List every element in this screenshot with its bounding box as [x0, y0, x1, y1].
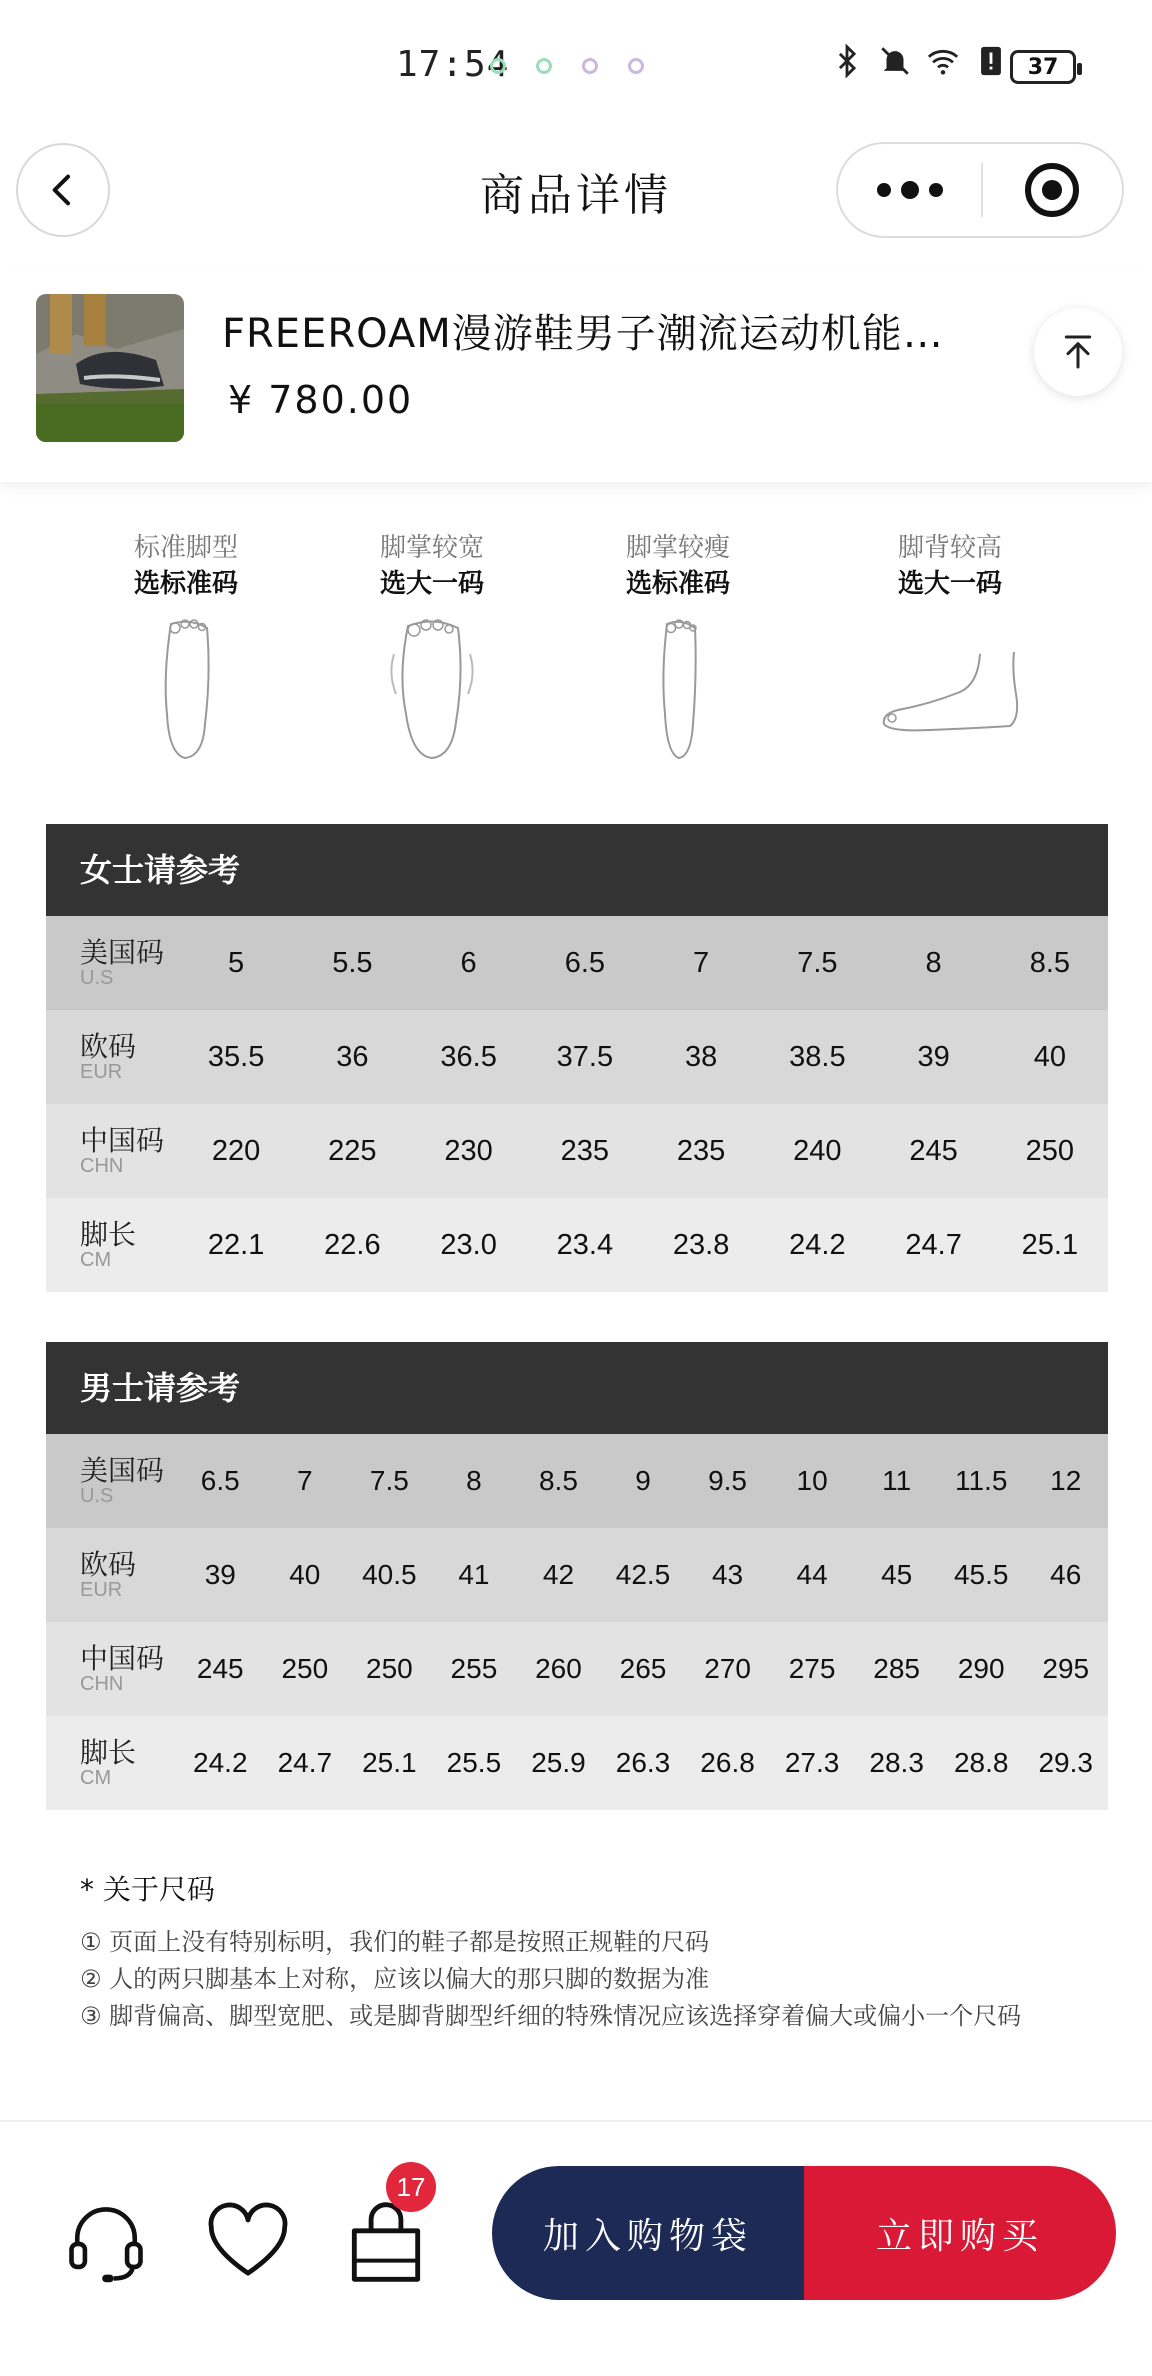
size-cell: 24.7 [905, 1228, 962, 1261]
system-icons [830, 44, 1008, 78]
size-cell: 275 [788, 1653, 836, 1684]
size-cell: 10 [796, 1465, 828, 1496]
size-cell: 25.1 [362, 1747, 417, 1778]
size-cell: 28.8 [953, 1747, 1009, 1778]
size-cell: 290 [957, 1653, 1005, 1684]
size-cell: 260 [535, 1653, 582, 1684]
size-cell: 230 [444, 1134, 493, 1167]
size-cell: 245 [196, 1653, 244, 1684]
size-row [46, 1198, 1108, 1292]
row-label-cn: 美国码 [80, 1454, 165, 1487]
size-cell: 7.5 [369, 1465, 409, 1496]
size-cell: 38.5 [789, 1040, 846, 1073]
arrow-up-to-top-icon [1058, 332, 1098, 372]
foot-type-standard [76, 530, 296, 764]
row-label [46, 1644, 178, 1694]
status-time: 17:54 [396, 44, 510, 85]
product-thumbnail [36, 294, 184, 442]
row-label-en: CM [80, 1249, 112, 1271]
size-notes [80, 1868, 1120, 2035]
size-cell: 270 [704, 1653, 751, 1684]
size-cell: 11.5 [954, 1465, 1008, 1496]
size-row [46, 1010, 1108, 1104]
row-label [46, 1032, 178, 1082]
size-cell: 41 [458, 1559, 490, 1590]
row-label-en: U.S [80, 1485, 114, 1507]
foot-type-wide [322, 530, 542, 764]
size-cell: 8 [925, 946, 942, 979]
size-cell: 42.5 [615, 1559, 671, 1590]
size-cell: 9.5 [708, 1465, 748, 1496]
row-label [46, 1220, 178, 1270]
foot-type-high-instep [840, 530, 1060, 764]
size-cell: 36 [336, 1040, 369, 1073]
size-cell: 265 [619, 1653, 667, 1684]
page-title: 商品详情 [480, 170, 672, 221]
size-cell: 250 [366, 1653, 413, 1684]
back-to-top-button[interactable] [1034, 308, 1122, 396]
wifi-icon [926, 44, 960, 78]
favorite-button[interactable] [198, 2192, 298, 2292]
size-row [46, 916, 1108, 1010]
size-cell: 27.3 [784, 1747, 840, 1778]
size-row [46, 1622, 1108, 1716]
size-cell: 40 [289, 1559, 321, 1590]
bottom-action-bar [0, 2122, 1152, 2376]
size-cell: 28.3 [869, 1747, 924, 1778]
size-cell: 44 [796, 1559, 828, 1590]
high-instep-foot-icon [870, 614, 1030, 764]
women-size-table [46, 824, 1108, 1292]
app-notification-icon [582, 58, 598, 74]
row-label [46, 938, 178, 988]
foot-type-guide [0, 530, 1152, 780]
size-row [46, 1716, 1108, 1810]
row-label-cn: 欧码 [80, 1030, 137, 1063]
narrow-foot-icon [633, 614, 723, 764]
size-cell: 23.0 [440, 1228, 497, 1261]
row-label-cn: 中国码 [80, 1642, 165, 1675]
row-label-cn: 美国码 [80, 936, 165, 969]
size-cell: 24.7 [277, 1747, 333, 1778]
size-cell: 23.8 [672, 1228, 730, 1261]
size-cell: 46 [1050, 1559, 1082, 1590]
alert-icon [974, 44, 1008, 78]
product-price: ¥ 780.00 [228, 378, 414, 422]
app-notification-icon [628, 58, 644, 74]
size-cell: 220 [211, 1134, 261, 1167]
product-name: FREEROAM漫游鞋男子潮流运动机能… [222, 311, 944, 357]
more-dot-icon [877, 183, 891, 197]
size-cell: 250 [281, 1653, 329, 1684]
add-to-cart-button[interactable]: 加入购物袋 [492, 2166, 804, 2300]
size-cell: 22.6 [324, 1228, 381, 1261]
size-cell: 45.5 [953, 1559, 1009, 1590]
row-label [46, 1126, 178, 1176]
app-notification-icon [536, 58, 552, 74]
row-label [46, 1738, 178, 1788]
size-cell: 12 [1050, 1465, 1082, 1496]
customer-service-button[interactable] [56, 2192, 156, 2292]
row-label-cn: 欧码 [80, 1548, 137, 1581]
close-button[interactable] [983, 142, 1122, 238]
size-cell: 25.1 [1021, 1228, 1079, 1261]
product-summary[interactable] [0, 270, 1152, 482]
size-cell: 7 [297, 1465, 313, 1496]
size-cell: 24.2 [789, 1228, 846, 1261]
size-cell: 250 [1025, 1134, 1075, 1167]
foot-type-label: 脚掌较瘦 [625, 533, 730, 563]
nav-bar [0, 135, 1152, 245]
row-label [46, 1456, 178, 1506]
size-cell: 45 [881, 1559, 913, 1590]
mini-program-capsule [836, 142, 1124, 238]
size-cell: 6.5 [200, 1465, 240, 1496]
row-label-en: EUR [80, 1061, 123, 1083]
size-cell: 285 [873, 1653, 920, 1684]
table-title: 男士请参考 [46, 1342, 1108, 1434]
size-cell: 245 [909, 1134, 958, 1167]
size-cell: 39 [204, 1559, 236, 1590]
foot-type-advice: 选标准码 [625, 569, 730, 599]
foot-type-advice: 选标准码 [133, 569, 238, 599]
size-cell: 25.5 [446, 1747, 502, 1778]
foot-type-label: 脚掌较宽 [379, 533, 484, 563]
size-cell: 8 [466, 1465, 482, 1496]
foot-type-advice: 选大一码 [897, 569, 1002, 599]
size-cell: 36.5 [440, 1040, 497, 1073]
notes-item: ① 页面上没有特别标明，我们的鞋子都是按照正规鞋的尺码 [80, 1928, 710, 1956]
row-label-cn: 中国码 [80, 1124, 165, 1157]
battery-icon: 37 [1010, 50, 1076, 84]
table-title: 女士请参考 [46, 824, 1108, 916]
status-bar [0, 0, 1152, 135]
buy-now-button[interactable]: 立即购买 [804, 2166, 1116, 2300]
row-label-en: CHN [80, 1673, 124, 1695]
size-cell: 295 [1042, 1653, 1090, 1684]
size-cell: 43 [711, 1559, 744, 1590]
row-label-en: EUR [80, 1579, 123, 1601]
size-cell: 35.5 [207, 1040, 265, 1073]
size-cell: 235 [676, 1134, 726, 1167]
size-cell: 5.5 [332, 946, 373, 979]
size-cell: 26.3 [615, 1747, 671, 1778]
size-row [46, 1434, 1108, 1528]
size-cell: 23.4 [556, 1228, 614, 1261]
size-cell: 25.9 [531, 1747, 586, 1778]
wide-foot-icon [382, 614, 482, 764]
size-cell: 24.2 [193, 1747, 248, 1778]
more-button[interactable] [838, 142, 981, 238]
size-cell: 6 [460, 946, 477, 979]
row-label-en: U.S [80, 967, 114, 989]
size-cell: 235 [560, 1134, 610, 1167]
size-cell: 42 [542, 1559, 575, 1590]
men-size-table [46, 1342, 1108, 1810]
notes-title: * 关于尺码 [80, 1873, 215, 1906]
size-cell: 22.1 [207, 1228, 265, 1261]
size-cell: 29.3 [1038, 1747, 1093, 1778]
bluetooth-icon [830, 44, 864, 78]
more-dot-icon [929, 183, 943, 197]
row-label-cn: 脚长 [80, 1218, 137, 1251]
size-cell: 255 [450, 1653, 498, 1684]
headset-icon [60, 2196, 152, 2288]
target-icon [1025, 163, 1079, 217]
row-label-cn: 脚长 [80, 1736, 137, 1769]
more-dot-icon [901, 181, 919, 199]
notification-icons [490, 58, 644, 74]
size-cell: 37.5 [556, 1040, 614, 1073]
heart-icon [204, 2198, 292, 2286]
size-cell: 7.5 [797, 946, 838, 979]
size-cell: 8.5 [538, 1465, 578, 1496]
size-row [46, 1528, 1108, 1622]
notes-item: ② 人的两只脚基本上对称，应该以偏大的那只脚的数据为准 [80, 1965, 710, 1993]
size-cell: 7 [693, 946, 710, 979]
standard-foot-icon [141, 614, 231, 764]
size-cell: 225 [328, 1134, 377, 1167]
app-notification-icon [490, 58, 506, 74]
foot-type-narrow [568, 530, 788, 764]
cart-count-badge: 17 [386, 2162, 436, 2212]
size-cell: 6.5 [564, 946, 606, 979]
size-cell: 11 [882, 1465, 912, 1496]
row-label [46, 1550, 178, 1600]
notes-item: ③ 脚背偏高、脚型宽肥、或是脚背脚型纤细的特殊情况应该选择穿着偏大或偏小一个尺码 [80, 2002, 1022, 2030]
size-cell: 9 [635, 1465, 651, 1496]
size-row [46, 1104, 1108, 1198]
size-cell: 38 [684, 1040, 718, 1073]
size-cell: 40.5 [362, 1559, 417, 1590]
size-cell: 8.5 [1029, 946, 1071, 979]
foot-type-label: 标准脚型 [133, 533, 238, 563]
size-cell: 26.8 [700, 1747, 755, 1778]
row-label-en: CM [80, 1767, 112, 1789]
foot-type-label: 脚背较高 [897, 533, 1002, 563]
size-cell: 40 [1033, 1040, 1066, 1073]
row-label-en: CHN [80, 1155, 124, 1177]
size-cell: 5 [228, 946, 245, 979]
mute-bell-icon [878, 44, 912, 78]
size-cell: 39 [917, 1040, 950, 1073]
foot-type-advice: 选大一码 [379, 569, 484, 599]
size-cell: 240 [793, 1134, 842, 1167]
